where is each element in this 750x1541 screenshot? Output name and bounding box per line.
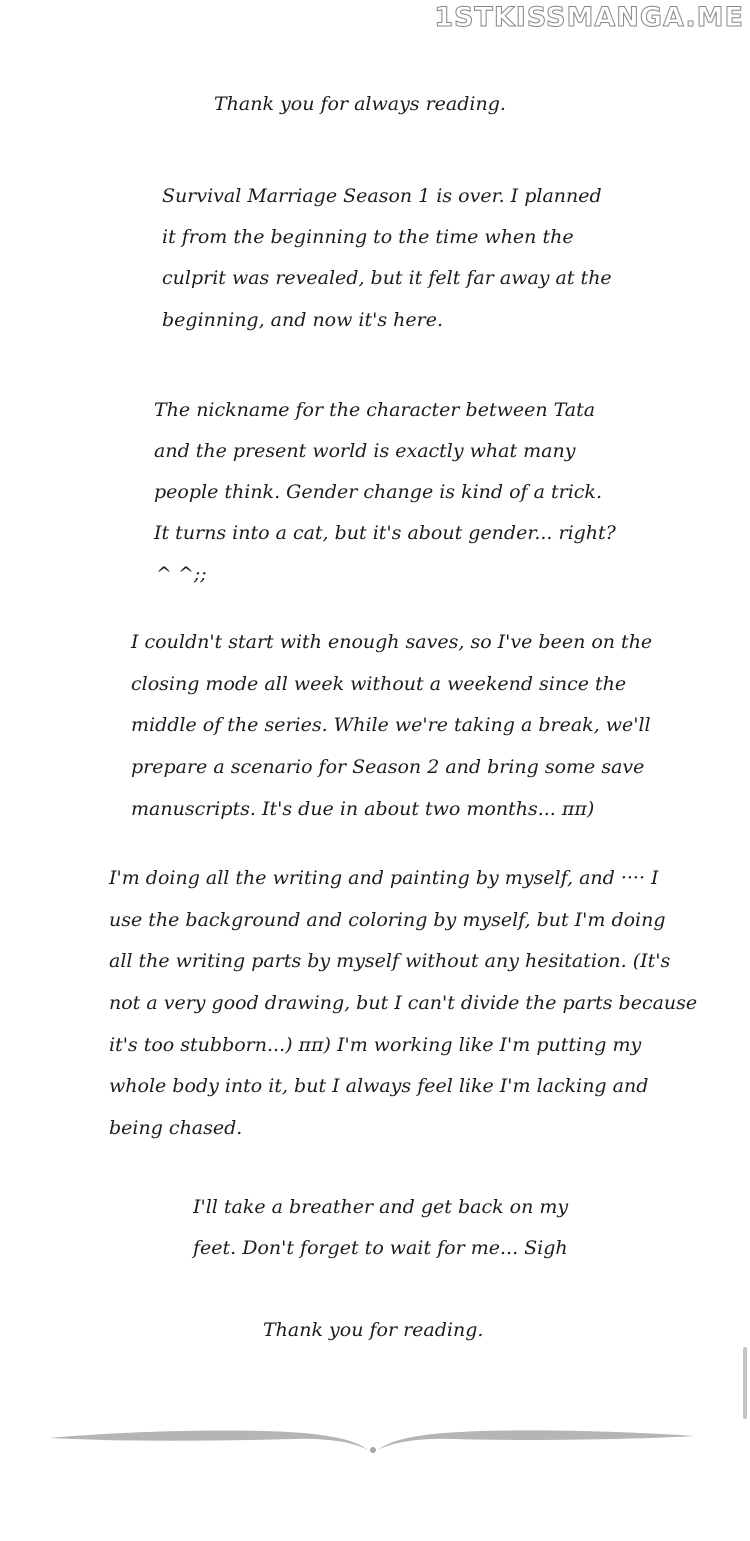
site-watermark: 1STKISSMANGA.ME: [434, 2, 744, 33]
paragraph-line: beginning, and now it's here.: [162, 309, 443, 331]
flourish-divider: [48, 1420, 698, 1466]
paragraph-line: and the present world is exactly what many: [154, 440, 576, 462]
paragraph-line: whole body into it, but I always feel like I'm lacking and: [109, 1075, 649, 1097]
paragraph-line: all the writing parts by myself without any hesitation. (It's: [109, 950, 671, 972]
paragraph-line: feet. Don't forget to wait for me... Sigh: [193, 1237, 568, 1259]
paragraph-line: I couldn't start with enough saves, so I've been on the: [131, 631, 653, 653]
paragraph-line: middle of the series. While we're taking a break, we'll: [131, 714, 651, 736]
greeting-line: Thank you for always reading.: [214, 93, 506, 115]
paragraph-line: closing mode all week without a weekend since the: [131, 673, 627, 695]
paragraph-line: Survival Marriage Season 1 is over. I planned: [162, 185, 602, 207]
flourish-left-swash: [50, 1431, 368, 1450]
paragraph-line: use the background and coloring by myself, but I'm doing: [109, 909, 666, 931]
paragraph-line: not a very good drawing, but I can't divide the parts because: [109, 992, 698, 1014]
scrollbar-thumb[interactable]: [743, 1347, 747, 1419]
paragraph-line: I'm doing all the writing and painting by myself, and ···· I: [109, 867, 659, 889]
paragraph-line: it from the beginning to the time when the: [162, 226, 574, 248]
paragraph-line: it's too stubborn...) ππ) I'm working like I'm putting my: [109, 1034, 642, 1056]
paragraph-line: The nickname for the character between Tata: [154, 399, 596, 421]
paragraph-line: prepare a scenario for Season 2 and bring some save: [131, 756, 645, 778]
paragraph-line: I'll take a breather and get back on my: [193, 1196, 569, 1218]
paragraph-line: ^ ^;;: [156, 563, 207, 585]
paragraph-line: being chased.: [109, 1117, 243, 1139]
paragraph-line: manuscripts. It's due in about two months... ππ): [131, 798, 595, 820]
paragraph-line: It turns into a cat, but it's about gender... right?: [154, 522, 616, 544]
paragraph-line: culprit was revealed, but it felt far away at the: [162, 267, 612, 289]
flourish-center-dot: [370, 1447, 376, 1453]
closing-line: Thank you for reading.: [263, 1319, 484, 1341]
flourish-right-swash: [378, 1430, 696, 1450]
paragraph-line: people think. Gender change is kind of a trick.: [154, 481, 602, 503]
